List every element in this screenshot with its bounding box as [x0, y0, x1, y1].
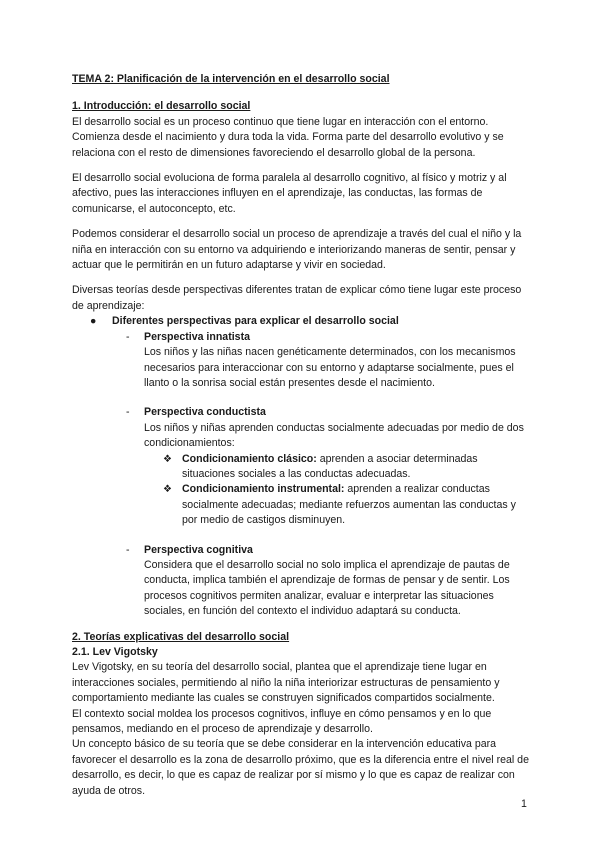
paragraph: Podemos considerar el desarrollo social un proceso de aprendizaje a través del cual el niño y la niña en interacción con su entorno va adquiriendo e interiorizando maneras de sentir, pensar y actuar que le permitirán en un futuro adaptarse y vivir en sociedad. [72, 228, 522, 272]
perspective-body: Considera que el desarrollo social no solo implica el aprendizaje de pautas de conducta, implica también el aprendizaje de formas de pensar y de sentir. Los procesos cognitivos permiten analizar, evaluar e interpretar las situaciones sociales, en función del contexto el individuo adaptará su conducta. [144, 558, 510, 618]
page-content [72, 72, 532, 799]
paragraph: Un concepto básico de su teoría que se debe considerar en la intervención educativa para favorecer el desarrollo es la zona de desarrollo próximo, que es la diferencia entre el nivel real de desarrollo, es decir, lo que es capaz de realizar por sí mismo y lo que es capaz de realizar con ayuda de otros. [72, 738, 529, 797]
dash-marker: - [126, 543, 130, 556]
subsection-heading: 2.1. Lev Vigotsky [72, 646, 158, 658]
conditioning-item-instrumental [144, 482, 532, 528]
perspective-conductista [126, 405, 532, 528]
conditioning-item-classic [144, 452, 532, 483]
dash-marker: - [126, 330, 130, 343]
paragraph: El desarrollo social evoluciona de forma paralela al desarrollo cognitivo, al físico y motriz y al afectivo, pues las interacciones influyen en el aprendizaje, las conductas, las formas de comunicarse, el autoconcepto, etc. [72, 172, 507, 215]
section-2-heading: 2. Teorías explicativas del desarrollo social [72, 630, 290, 643]
perspective-body: Los niños y niñas aprenden conductas socialmente adecuadas por medio de dos condicionamientos: [144, 421, 524, 450]
section-1-heading: 1. Introducción: el desarrollo social [72, 100, 251, 113]
paragraph: El desarrollo social es un proceso continuo que tiene lugar en interacción con el entorno. Comienza desde el nacimiento y dura toda la vida. Forma parte del desarrollo evolutivo y se relaciona con el resto de dimensiones favoreciendo el desarrollo global de la persona. [72, 115, 504, 159]
perspective-title: Perspectiva cognitiva [144, 543, 253, 556]
perspective-body: Los niños y las niñas nacen genéticamente determinados, con los mecanismos necesarios para interaccionar con su entorno y adaptarse socialmente, pues el llanto o la sonrisa social están presentes desde el nacimiento. [144, 346, 516, 389]
perspective-innatista [126, 330, 532, 392]
perspective-title: Perspectiva conductista [144, 406, 266, 419]
perspective-title: Perspectiva innatista [144, 330, 250, 343]
diamond-bullet-icon: ❖ [163, 453, 172, 465]
bullet-label: Diferentes perspectivas para explicar el desarrollo social [112, 315, 399, 328]
perspective-cognitiva [126, 543, 532, 620]
paragraph: Lev Vigotsky, en su teoría del desarrollo social, plantea que el aprendizaje tiene lugar en interacciones sociales, permitiendo al niño la niña interiorizar estructuras de pensamiento y comportamiento mediante las cuales se construyen significados compartidos socialmente. [72, 661, 500, 705]
conditioning-text: aprenden a asociar determinadas situaciones sociales a las conductas adecuadas. [182, 452, 478, 480]
bullet-icon: ● [90, 315, 97, 328]
document-title: TEMA 2: Planificación de la intervención en el desarrollo social [72, 73, 390, 85]
paragraph: El contexto social moldea los procesos cognitivos, influye en cómo pensamos y en lo que pensamos, mediando en el proceso de aprendizaje y desarrollo. [72, 707, 492, 736]
conditioning-text: aprenden a realizar conductas socialmente adecuadas; mediante refuerzos aumentan las conductas y por medio de castigos disminuyen. [182, 483, 516, 527]
conditioning-label: Condicionamiento clásico: [182, 452, 317, 465]
dash-marker: - [126, 406, 130, 419]
paragraph: Diversas teorías desde perspectivas diferentes tratan de explicar cómo tiene lugar este proceso de aprendizaje: [72, 284, 522, 312]
conditioning-label: Condicionamiento instrumental: [182, 483, 345, 496]
diamond-bullet-icon: ❖ [163, 484, 172, 496]
bullet-item-perspectives [72, 314, 532, 329]
page-number: 1 [521, 798, 527, 810]
